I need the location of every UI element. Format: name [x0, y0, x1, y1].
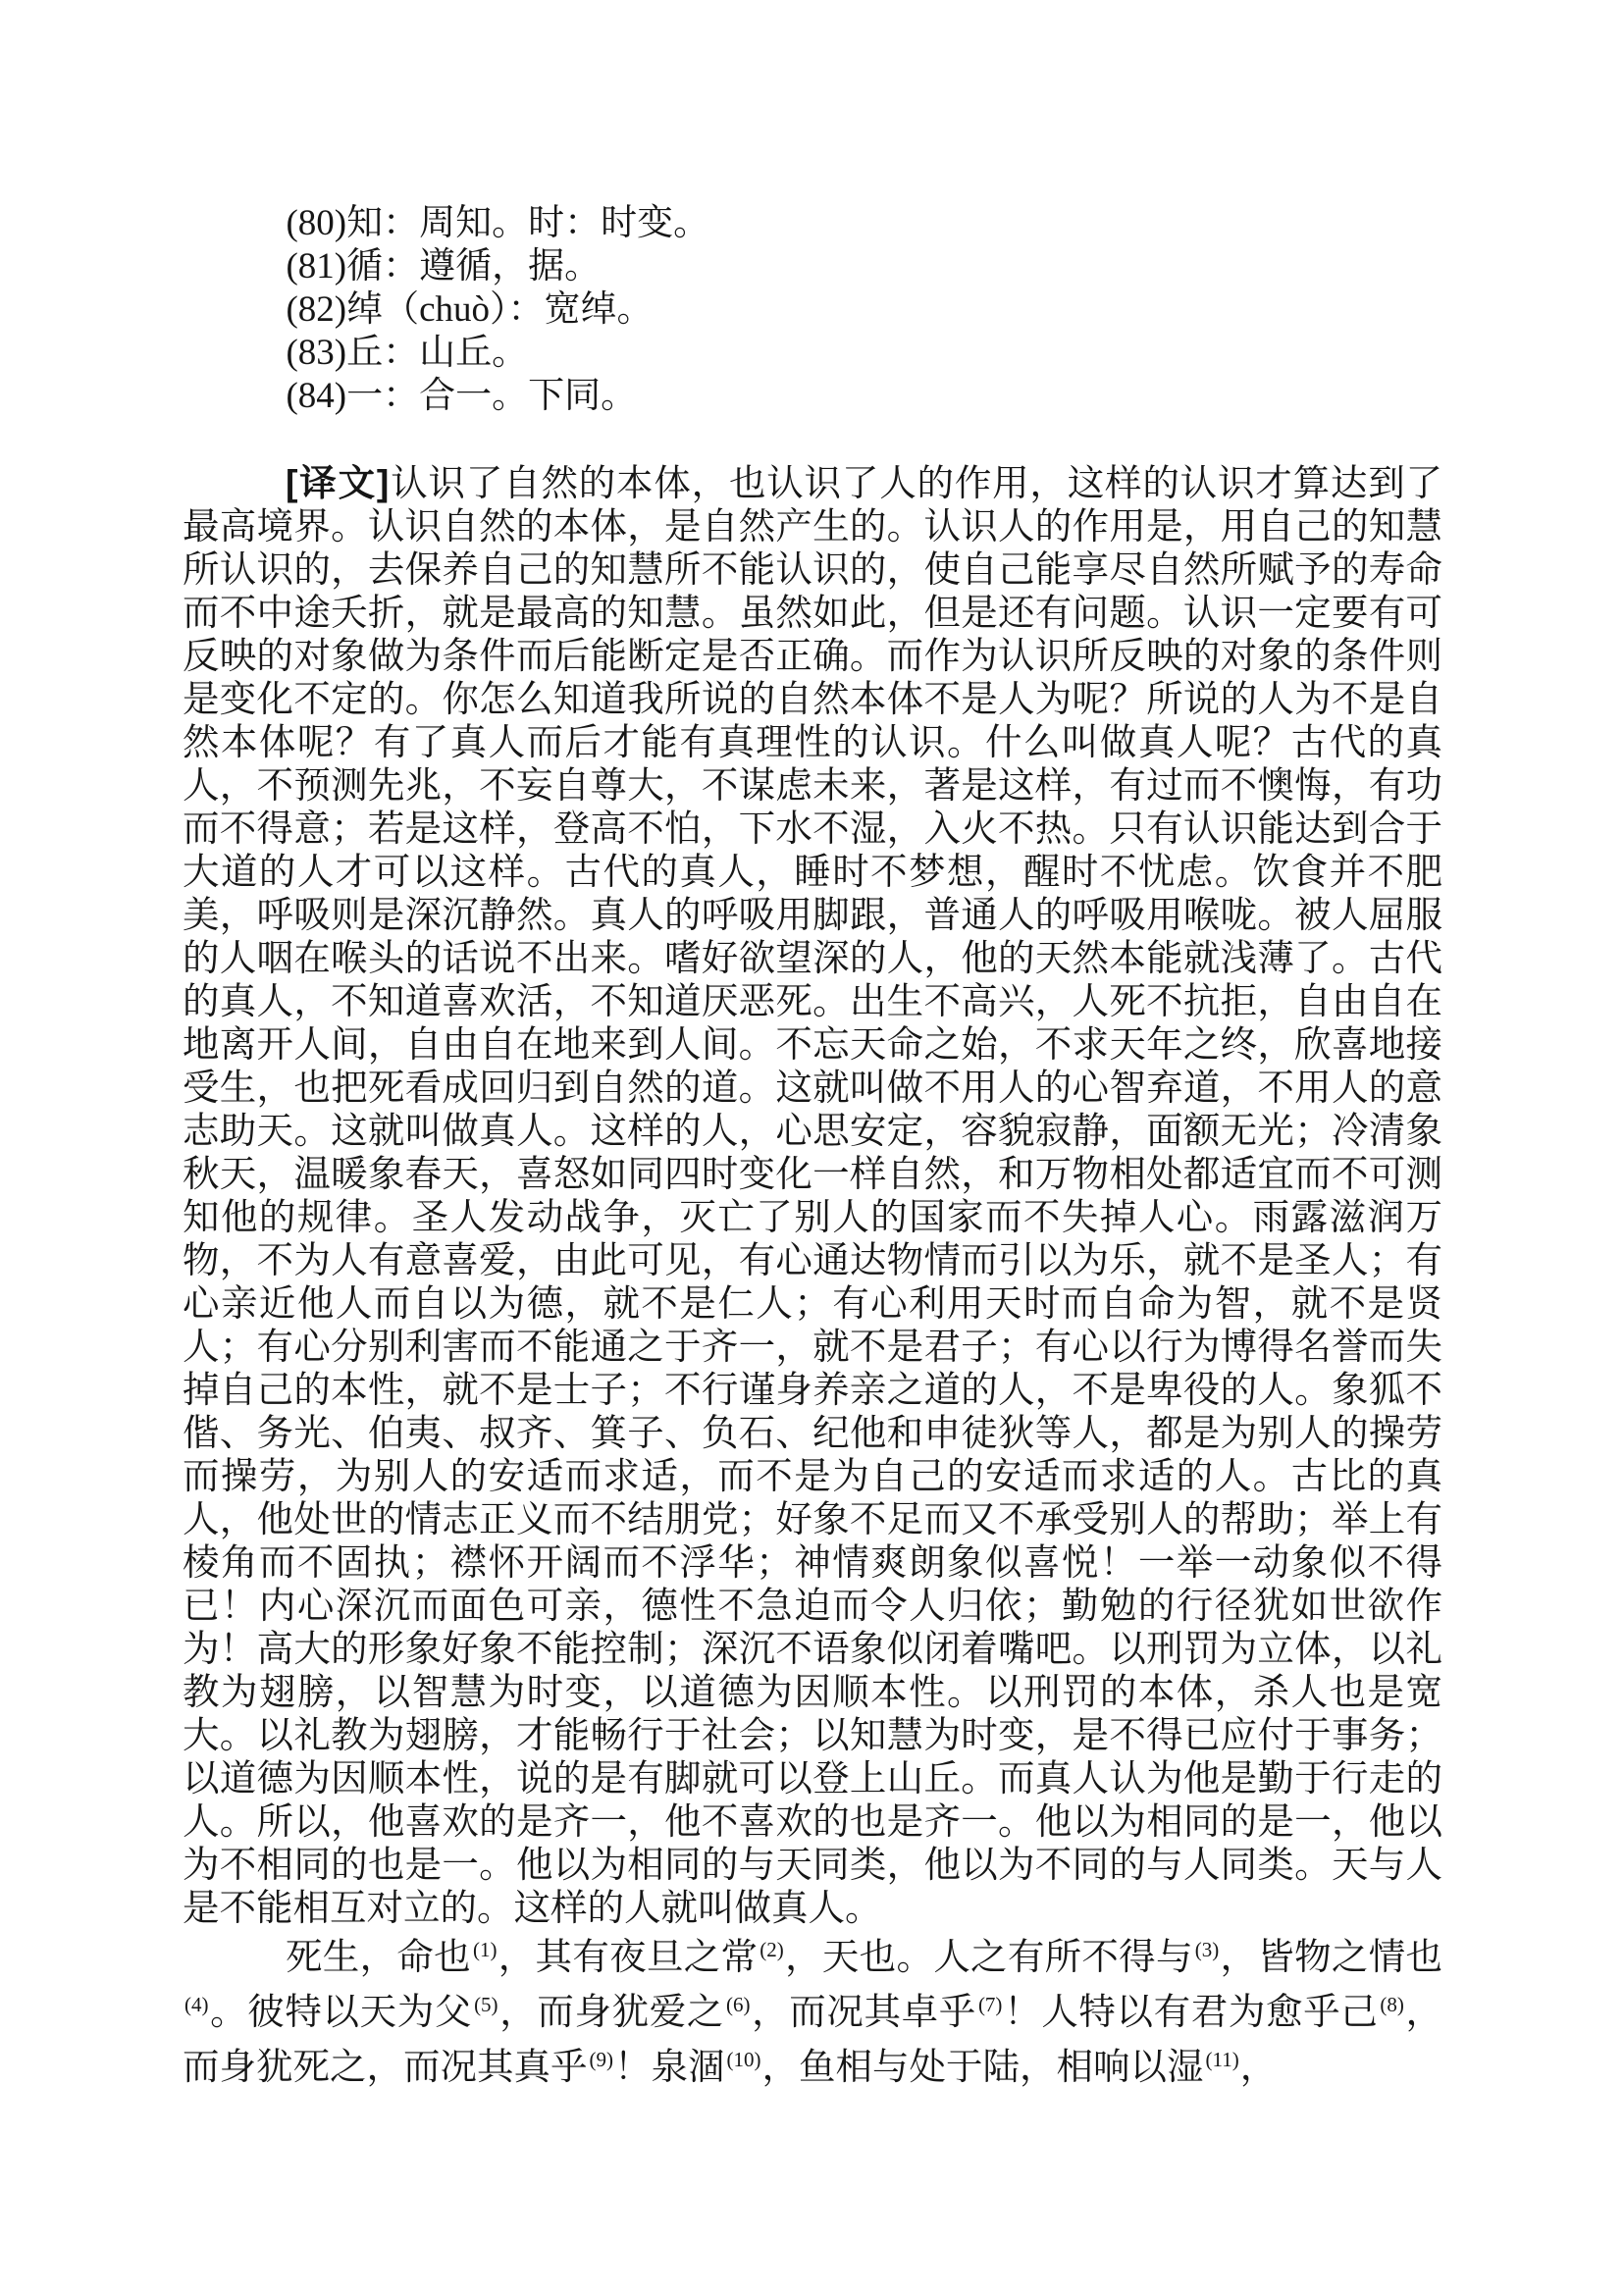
note-line: (80)知：周知。时：时变。 — [286, 203, 710, 243]
footnote-ref: (2) — [760, 1937, 784, 1961]
note-line: (82)绰（chuò）：宽绰。 — [286, 289, 654, 330]
note-line: (83)丘：山丘。 — [286, 333, 529, 373]
footnote-ref: (10) — [726, 2047, 761, 2071]
footnote-ref: (11) — [1205, 2047, 1239, 2071]
annotation-list — [183, 202, 1442, 418]
footnote-ref: (5) — [474, 1992, 498, 2016]
footnote-ref: (6) — [726, 1992, 751, 2016]
footnote-ref: (1) — [472, 1937, 498, 1961]
note-line: (84)一：合一。下同。 — [286, 376, 638, 416]
translation-label: [译文] — [286, 462, 391, 503]
translation-text: 认识了自然的本体，也认识了人的作用，这样的认识才算达到了最高境界。认识自然的本体，是自然产生的。认识人的作用是，用自己的知慧所认识的，去保养自己的知慧所不能认识的，使自己能享尽自然所赋予的寿命而不中途夭折，就是最高的知慧。虽然如此，但是还有问题。认识一定要有可反映的对象做为条件而后能断定是否正确。而作为认识所反映的对象的条件则是变化不定的。你怎么知道我所说的自然本体不是人为呢？所说的人为不是自然本体呢？有了真人而后才能有真理性的认识。什么叫做真人呢？古代的真人，不预测先兆，不妄自尊大，不谋虑未来，著是这样，有过而不懊悔，有功而不得意；若是这样，登高不怕，下水不湿，入火不热。只有认识能达到合于大道的人才可以这样。古代的真人，睡时不梦想，醒时不忧虑。饮食并不肥美，呼吸则是深沉静然。真人的呼吸用脚跟，普通人的呼吸用喉咙。被人屈服的人咽在喉头的话说不出来。嗜好欲望深的人，他的天然本能就浅薄了。古代的真人，不知道喜欢活，不知道厌恶死。出生不高兴，人死不抗拒，自由自在地离开人间，自由自在地来到人间。不忘天命之始，不求天年之终，欣喜地接受生，也把死看成回归到自然的道。这就叫做不用人的心智弃道，不用人的意志助天。这就叫做真人。这样的人，心思安定，容貌寂静，面额无光；冷清象秋天，温暖象春天，喜怒如同四时变化一样自然，和万物相处都适宜而不可测知他的规律。圣人发动战争，灭亡了别人的国家而不失掉人心。雨露滋润万物，不为人有意喜爱，由此可见，有心通达物情而引以为乐，就不是圣人；有心亲近他人而自以为德，就不是仁人；有心利用天时而自命为智，就不是贤人；有心分别利害而不能通之于齐一，就不是君子；有心以行为博得名誉而失掉自己的本性，就不是士子；不行谨身养亲之道的人，不是卑役的人。象狐不偕、务光、伯夷、叔齐、箕子、负石、纪他和申徒狄等人，都是为别人的操劳而操劳，为别人的安适而求适，而不是为自己的安适而求适的人。古比的真人，他处世的情志正义而不结朋党；好象不足而又不承受别人的帮助；举上有棱角而不固执；襟怀开阔而不浮华；神情爽朗象似喜悦！一举一动象似不得已！内心深沉而面色可亲，德性不急迫而令人归依；勤勉的行径犹如世欲作为！高大的形象好象不能控制；深沉不语象似闭着嘴吧。以刑罚为立体，以礼教为翅膀，以智慧为时变，以道德为因顺本性。以刑罚的本体，杀人也是宽大。以礼教为翅膀，才能畅行于社会；以知慧为时变，是不得已应付于事务；以道德为因顺本性，说的是有脚就可以登上山丘。而真人认为他是勤于行走的人。所以，他喜欢的是齐一，他不喜欢的也是齐一。他以为相同的是一，他以为不相同的也是一。他以为相同的与天同类，他以为不同的与人同类。天与人是不能相互对立的。这样的人就叫做真人。 — [183, 464, 1442, 1929]
original-text-paragraph: 死生，命也$^{(1)}$，其有夜旦之常$^{(2)}$，天也。人之有所不得与$^{(3)}$，皆物之情也$^{(4)}$。彼特以天为父$^{(5)}$，而身犹爱之$^{(6)}$，而况其卓乎$^{(7)}$！人特以有君为愈乎己$^{(8)}$，而身犹死之，而况其真乎$^{(9)}$！泉涸$^{(10)}$，鱼相与处于陆，相响以湿$^{(11)}$， — [183, 1937, 1443, 2088]
footnote-ref: (7) — [977, 1992, 1003, 2016]
footnote-ref: (9) — [589, 2047, 613, 2071]
footnote-ref: (8) — [1380, 1992, 1404, 2016]
note-line: (81)循：遵循，据。 — [286, 246, 602, 287]
translation-paragraph — [183, 461, 1442, 1931]
footnote-ref: (3) — [1194, 1937, 1220, 1961]
footnote-ref: (4) — [184, 1992, 209, 2016]
